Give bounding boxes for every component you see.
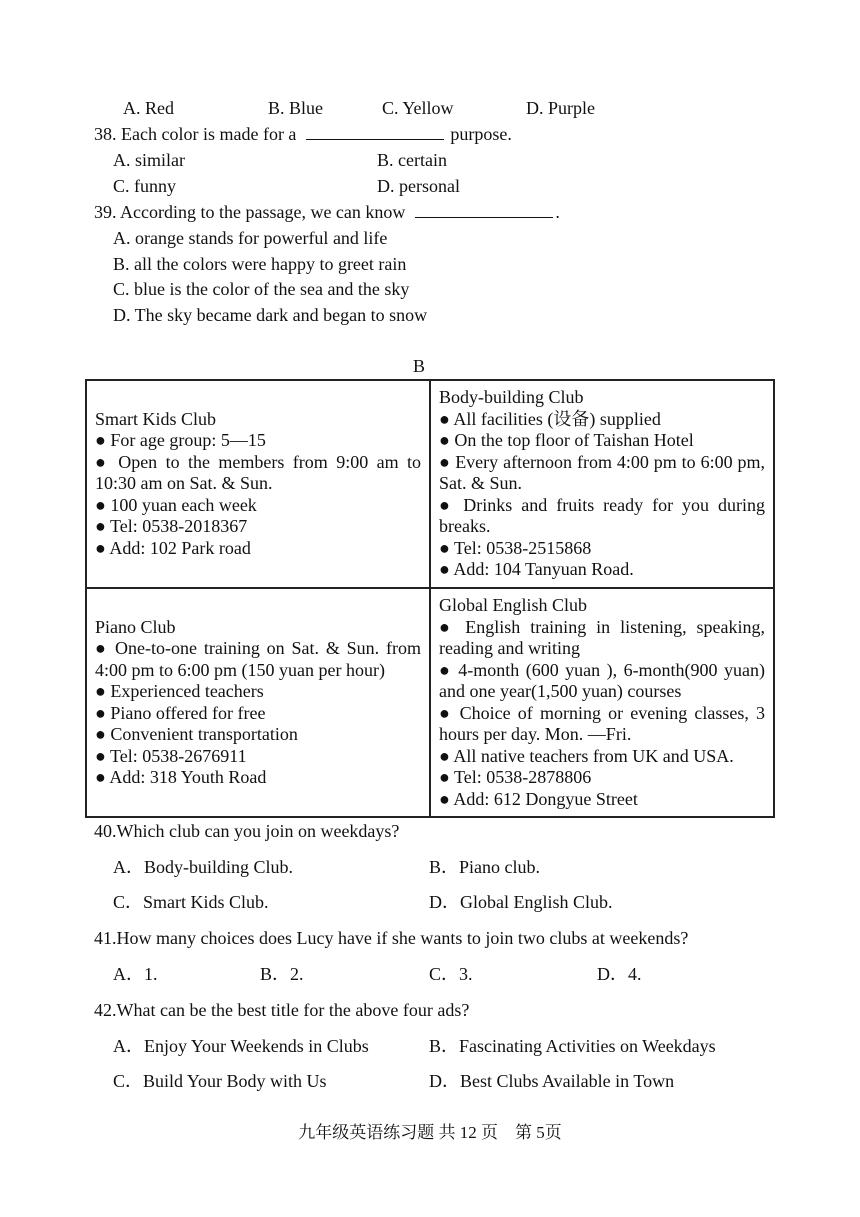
q40-stem: 40.Which club can you join on weekdays? — [94, 821, 400, 841]
q42-option-a: A．Enjoy Your Weekends in Clubs — [113, 1036, 369, 1056]
club-detail: ● 100 yuan each week — [95, 494, 257, 515]
q42-option-c: C．Build Your Body with Us — [113, 1071, 327, 1091]
q37-option-b: B. Blue — [268, 98, 324, 118]
q39-stem-text: 39. According to the passage, we can know — [94, 202, 406, 222]
club-detail: ● Tel: 0538-2878806 — [439, 767, 592, 787]
q37-option-d: D. Purple — [526, 98, 595, 118]
club-detail: ● Add: 104 Tanyuan Road. — [439, 559, 634, 579]
club-title: Smart Kids Club — [95, 408, 217, 429]
club-detail: ● Add: 102 Park road — [95, 537, 251, 558]
q38-stem — [94, 123, 512, 145]
club-title: Body-building Club — [439, 387, 584, 407]
club-detail: ● Choice of morning or evening classes, 3 hours per day. Mon. —Fri. — [439, 702, 765, 744]
club-detail: ● English training in listening, speaking, reading and writing — [439, 616, 765, 658]
q40-option-c: C．Smart Kids Club. — [113, 892, 269, 912]
q38-option-c: C. funny — [113, 176, 176, 196]
q40-option-b: B．Piano club. — [429, 857, 540, 877]
club-detail: ● Add: 612 Dongyue Street — [439, 788, 638, 809]
club-title: Global English Club — [439, 595, 587, 615]
clubs-table — [85, 379, 775, 818]
q39-option-c: C. blue is the color of the sea and the sky — [113, 279, 410, 299]
club-detail: ● Tel: 0538-2676911 — [95, 745, 247, 766]
q39-stem — [94, 201, 560, 223]
q41-option-b: B．2. — [260, 964, 304, 984]
q39-option-d: D. The sky became dark and began to snow — [113, 305, 428, 325]
q37-option-c: C. Yellow — [382, 98, 454, 118]
q41-option-a: A．1. — [113, 964, 158, 984]
q40-option-a: A．Body-building Club. — [113, 857, 294, 877]
club-detail: ● Open to the members from 9:00 am to 10:30 am on Sat. & Sun. — [95, 451, 421, 494]
body-building-club-cell — [430, 380, 774, 588]
club-detail: ● Piano offered for free — [95, 702, 266, 723]
club-detail: ● Experienced teachers — [95, 681, 264, 701]
section-label: B — [412, 356, 425, 376]
q39-option-b: B. all the colors were happy to greet rain — [113, 254, 407, 274]
q38-option-b: B. certain — [377, 150, 447, 170]
q39-option-a: A. orange stands for powerful and life — [113, 228, 388, 248]
q38-option-d: D. personal — [377, 176, 460, 196]
club-detail: ● One-to-one training on Sat. & Sun. from 4:00 pm to 6:00 pm (150 yuan per hour) — [95, 638, 421, 680]
club-detail: ● Convenient transportation — [95, 724, 298, 744]
club-detail: ● For age group: 5—15 — [95, 430, 266, 451]
club-detail: ● All native teachers from UK and USA. — [439, 745, 734, 766]
q41-stem: 41.How many choices does Lucy have if she wants to join two clubs at weekends? — [94, 928, 689, 948]
club-detail: ● All facilities (设备) supplied — [439, 408, 661, 429]
club-detail: ● On the top floor of Taishan Hotel — [439, 430, 694, 450]
q42-option-d: D．Best Clubs Available in Town — [429, 1071, 675, 1091]
club-detail: ● 4-month (600 yuan ), 6-month(900 yuan) and one year(1,500 yuan) courses — [439, 659, 765, 701]
q38-stem-end: purpose. — [450, 124, 512, 144]
club-title: Piano Club — [95, 616, 176, 637]
q42-stem: 42.What can be the best title for the above four ads? — [94, 1000, 470, 1020]
club-detail: ● Drinks and fruits ready for you during breaks. — [439, 494, 765, 536]
club-detail: ● Every afternoon from 4:00 pm to 6:00 pm, Sat. & Sun. — [439, 451, 765, 493]
answer-blank — [306, 124, 444, 140]
page-footer: 九年级英语练习题 共 12 页 第 5页 — [298, 1123, 562, 1142]
answer-blank — [415, 202, 553, 218]
q42-option-b: B．Fascinating Activities on Weekdays — [429, 1036, 716, 1056]
club-detail: ● Add: 318 Youth Road — [95, 767, 267, 787]
q37-option-a: A. Red — [123, 98, 174, 118]
club-detail: ● Tel: 0538-2018367 — [95, 516, 248, 537]
q41-option-c: C．3. — [429, 964, 473, 984]
global-english-club-cell — [430, 588, 774, 817]
q38-stem-text: 38. Each color is made for a — [94, 124, 297, 144]
q39-stem-end: . — [555, 202, 560, 222]
q41-option-d: D．4. — [597, 964, 642, 984]
piano-club-cell — [86, 588, 430, 817]
q40-option-d: D．Global English Club. — [429, 892, 613, 912]
smart-kids-club-cell — [86, 380, 430, 588]
q38-option-a: A. similar — [113, 150, 185, 170]
club-detail: ● Tel: 0538-2515868 — [439, 537, 592, 558]
